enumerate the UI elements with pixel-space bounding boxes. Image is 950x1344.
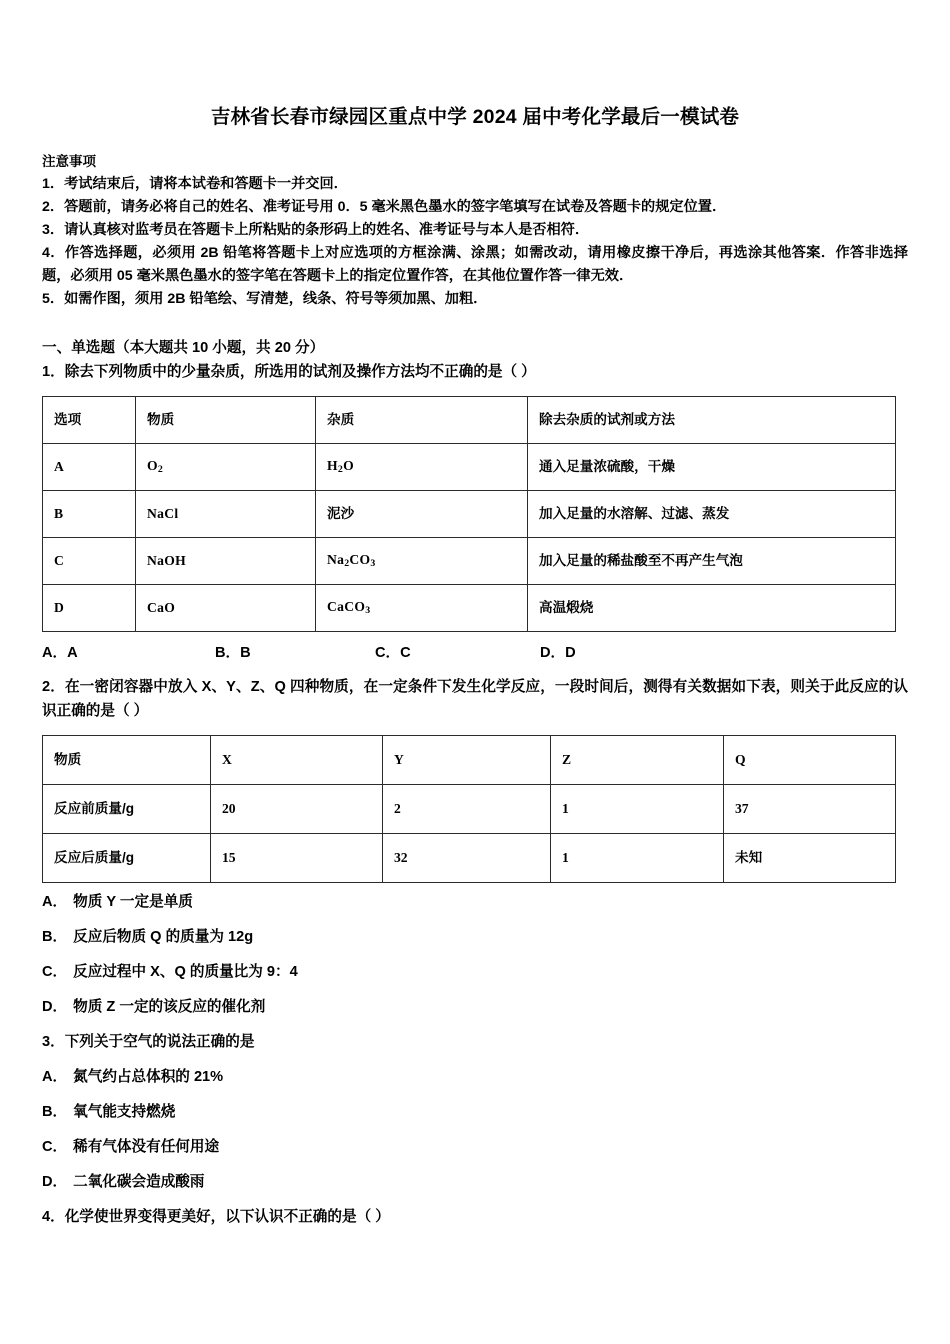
question-1-stem-text: 1．除去下列物质中的少量杂质，所选用的试剂及操作方法均不正确的是 bbox=[42, 363, 503, 380]
question-2 bbox=[42, 675, 908, 1017]
option-label-d: D． bbox=[42, 1173, 68, 1190]
cell-method-a: 通入足量浓硫酸，干燥 bbox=[528, 443, 896, 490]
notice-line-4: 4．作答选择题，必须用 2B 铅笔将答题卡上对应选项的方框涂满、涂黑；如需改动，请用橡皮擦干净后，再选涂其他答案．作答非选择题，必须用 05 毫米黑色墨水的签字笔在答题卡上的指定位置作答，在其他位置作答一律无效． bbox=[42, 244, 908, 284]
cell-before-z: 1 bbox=[551, 785, 724, 834]
cell-substance-c: NaOH bbox=[136, 537, 316, 584]
cell-after-x: 15 bbox=[211, 834, 383, 883]
option-label-c: C． bbox=[42, 964, 68, 981]
cell-after-q: 未知 bbox=[724, 834, 896, 883]
cell-method-b: 加入足量的水溶解、过滤、蒸发 bbox=[528, 490, 896, 537]
cell-option-b: B bbox=[43, 490, 136, 537]
question-1-answer-paren: （ ） bbox=[502, 363, 536, 380]
page-title: 吉林省长春市绿园区重点中学 2024 届中考化学最后一模试卷 bbox=[210, 106, 740, 128]
table-header-row bbox=[43, 736, 896, 785]
question-1 bbox=[42, 360, 908, 661]
cell-method-c: 加入足量的稀盐酸至不再产生气泡 bbox=[528, 537, 896, 584]
question-2-option-b[interactable] bbox=[42, 928, 908, 947]
option-label-a: A． bbox=[42, 894, 68, 911]
col-header-impurity: 杂质 bbox=[316, 396, 528, 443]
cell-after-z: 1 bbox=[551, 834, 724, 883]
notice-line-5: 5．如需作图，须用 2B 铅笔绘、写清楚，线条、符号等须加黑、加粗． bbox=[42, 290, 488, 307]
cell-substance-d: CaO bbox=[136, 584, 316, 631]
cell-option-d: D bbox=[43, 584, 136, 631]
question-4-stem: 4．化学使世界变得更美好，以下认识不正确的是（ ） bbox=[42, 1208, 390, 1225]
question-1-stem bbox=[42, 360, 908, 384]
cell-impurity-a: $H_2O$ bbox=[316, 443, 528, 490]
cell-before-y: 2 bbox=[383, 785, 551, 834]
cell-after-y: 32 bbox=[383, 834, 551, 883]
option-label-d: D． bbox=[42, 999, 68, 1016]
option-label-b: B． bbox=[42, 929, 68, 946]
row-label-mass-before: 反应前质量/g bbox=[43, 785, 211, 834]
row-label-mass-after: 反应后质量/g bbox=[43, 834, 211, 883]
cell-substance-a: $O_2$ bbox=[136, 443, 316, 490]
cell-impurity-d: CaCO$_3$ bbox=[316, 584, 528, 631]
cell-impurity-c: $Na_2CO_3$ bbox=[316, 537, 528, 584]
question-2-stem: 2．在一密闭容器中放入 X、Y、Z、Q 四种物质，在一定条件下发生化学反应，一段时间后，测得有关数据如下表，则关于此反应的认识正确的是（ ） bbox=[42, 678, 908, 720]
option-text-a: 氮气约占总体积的 21% bbox=[73, 1068, 224, 1085]
question-3-option-a[interactable] bbox=[42, 1068, 908, 1087]
option-text-c: 稀有气体没有任何用途 bbox=[73, 1138, 220, 1155]
cell-option-a: A bbox=[43, 443, 136, 490]
option-text-b: 反应后物质 Q 的质量为 12g bbox=[73, 929, 254, 946]
option-text-a: 物质 Y 一定是单质 bbox=[73, 894, 193, 911]
question-1-table bbox=[42, 396, 896, 632]
table-row bbox=[43, 785, 896, 834]
question-3-options bbox=[42, 1068, 908, 1192]
question-1-options bbox=[42, 641, 908, 661]
option-text-c: 反应过程中 X、Q 的质量比为 9：4 bbox=[73, 964, 298, 981]
question-3 bbox=[42, 1033, 908, 1192]
notice-section bbox=[42, 152, 908, 310]
option-text-d: 物质 Z 一定的该反应的催化剂 bbox=[73, 999, 266, 1016]
question-2-option-a[interactable] bbox=[42, 893, 908, 912]
question-1-option-b[interactable]: B．B bbox=[215, 644, 251, 661]
cell-substance-b: NaCl bbox=[136, 490, 316, 537]
table-row bbox=[43, 443, 896, 490]
option-text-d: 二氧化碳会造成酸雨 bbox=[73, 1173, 205, 1190]
col-header-method: 除去杂质的试剂或方法 bbox=[528, 396, 896, 443]
col-header-substance: 物质 bbox=[136, 396, 316, 443]
question-1-option-a[interactable]: A．A bbox=[42, 644, 78, 661]
table-header-row bbox=[43, 396, 896, 443]
cell-method-d: 高温煅烧 bbox=[528, 584, 896, 631]
option-label-a: A． bbox=[42, 1068, 68, 1085]
question-2-options bbox=[42, 893, 908, 1017]
table-row bbox=[43, 537, 896, 584]
notice-line-1: 1．考试结束后，请将本试卷和答题卡一并交回． bbox=[42, 175, 348, 192]
question-3-stem: 3．下列关于空气的说法正确的是 bbox=[42, 1034, 255, 1051]
col-header-y: Y bbox=[383, 736, 551, 785]
question-3-option-b[interactable] bbox=[42, 1103, 908, 1122]
table-row bbox=[43, 834, 896, 883]
question-2-table bbox=[42, 735, 896, 883]
cell-before-q: 37 bbox=[724, 785, 896, 834]
question-3-option-d[interactable] bbox=[42, 1173, 908, 1192]
question-1-option-d[interactable]: D．D bbox=[540, 644, 576, 661]
question-2-option-c[interactable] bbox=[42, 963, 908, 982]
question-1-option-c[interactable]: C．C bbox=[375, 644, 411, 661]
col-header-substance: 物质 bbox=[43, 736, 211, 785]
section-heading-single-choice: 一、单选题（本大题共 10 小题，共 20 分） bbox=[42, 339, 325, 356]
page-content bbox=[42, 0, 908, 1243]
question-4 bbox=[42, 1208, 908, 1227]
col-header-q: Q bbox=[724, 736, 896, 785]
table-row bbox=[43, 584, 896, 631]
cell-impurity-b: 泥沙 bbox=[316, 490, 528, 537]
question-2-option-d[interactable] bbox=[42, 998, 908, 1017]
notice-line-3: 3．请认真核对监考员在答题卡上所粘贴的条形码上的姓名、准考证号与本人是否相符． bbox=[42, 221, 590, 238]
question-3-option-c[interactable] bbox=[42, 1138, 908, 1157]
option-label-b: B． bbox=[42, 1103, 68, 1120]
notice-line-2: 2．答题前，请务必将自己的姓名、准考证号用 0．5 毫米黑色墨水的签字笔填写在试卷及答题卡的规定位置． bbox=[42, 198, 727, 215]
col-header-option: 选项 bbox=[43, 396, 136, 443]
option-text-b: 氧气能支持燃烧 bbox=[73, 1103, 176, 1120]
col-header-z: Z bbox=[551, 736, 724, 785]
cell-before-x: 20 bbox=[211, 785, 383, 834]
cell-option-c: C bbox=[43, 537, 136, 584]
option-label-c: C． bbox=[42, 1138, 68, 1155]
notice-heading: 注意事项 bbox=[42, 154, 96, 170]
col-header-x: X bbox=[211, 736, 383, 785]
table-row bbox=[43, 490, 896, 537]
